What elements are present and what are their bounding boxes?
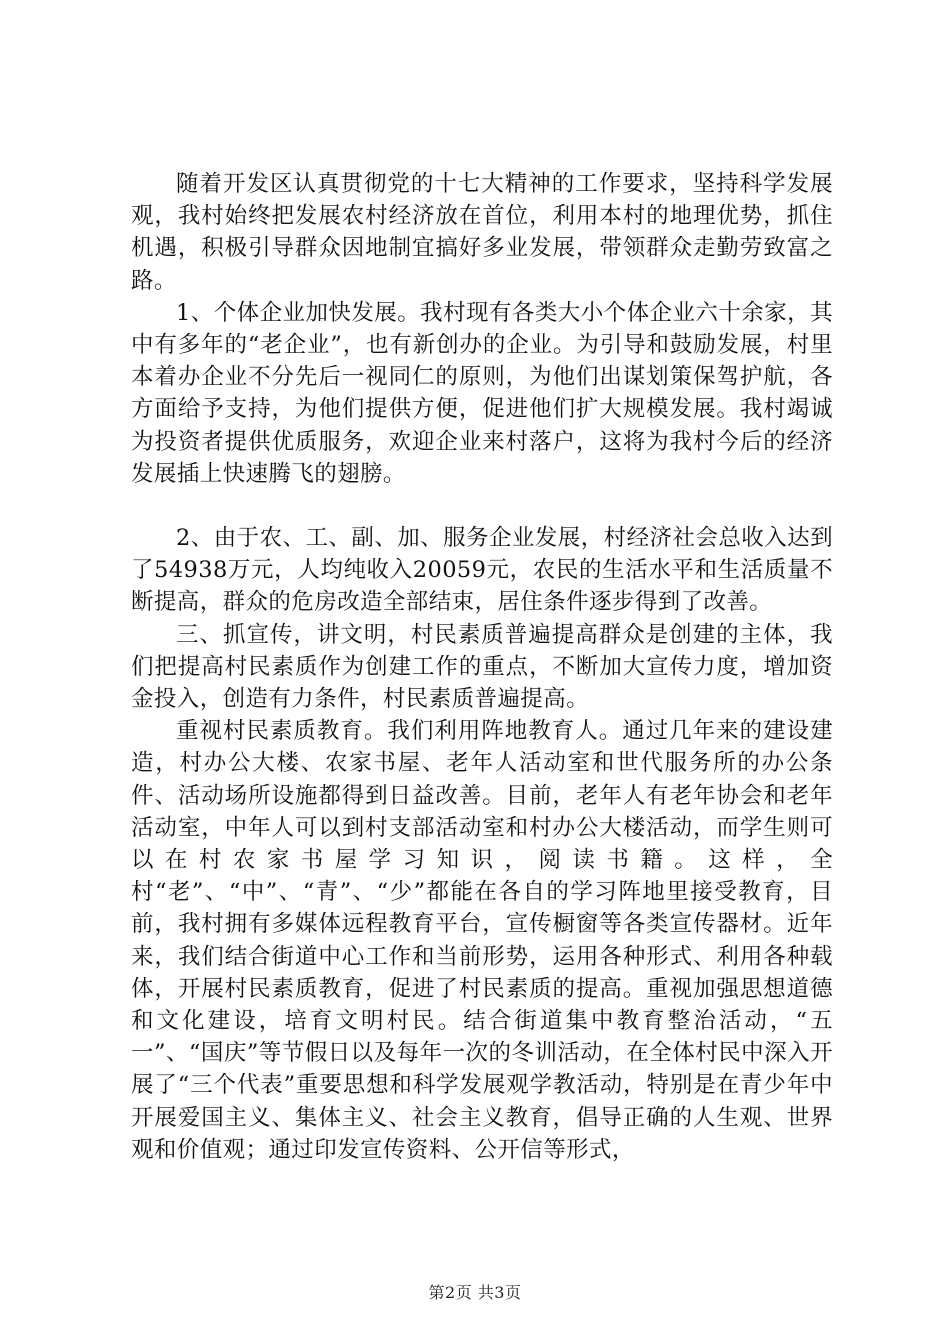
paragraph-publicity: 三、抓宣传，讲文明，村民素质普遍提高群众是创建的主体，我们把提高村民素质作为创建工作的重点，不断加大宣传力度，增加资金投入，创造有力条件，村民素质普遍提高。 (131, 621, 833, 713)
paragraph-education: 重视村民素质教育。我们利用阵地教育人。通过几年来的建设建造，村办公大楼、农家书屋、老年人活动室和世代服务所的办公条件、活动场所设施都得到日益改善。目前，老年人有老年协会和老年活动室，中年人可以到村支部活动室和村办公大楼活动，而学生则可以在村农家书屋学习知识，阅读书籍。这样，全村“老”、“中”、“青”、“少”都能在各自的学习阵地里接受教育，目前，我村拥有多媒体远程教育平台，宣传橱窗等各类宣传器材。近年来，我们结合街道中心工作和当前形势，运用各种形式、利用各种载体，开展村民素质教育，促进了村民素质的提高。重视加强思想道德和文化建设，培育文明村民。结合街道集中教育整治活动，“五一”、“国庆”等节假日以及每年一次的冬训活动，在全体村民中深入开展了“三个代表”重要思想和科学发展观学教活动，特别是在青少年中开展爱国主义、集体主义、社会主义教育，倡导正确的人生观、世界观和价值观；通过印发宣传资料、公开信等形式， (131, 718, 833, 1163)
page-number-footer: 第2页 共3页 (428, 1283, 522, 1302)
paragraph-spacer (131, 490, 833, 522)
document-body (131, 168, 833, 1166)
paragraph-income: 2、由于农、工、副、加、服务企业发展，村经济社会总收入达到了54938万元，人均纯收入20059元，农民的生活水平和生活质量不断提高，群众的危房改造全部结束，居住条件逐步得到了改善。 (131, 525, 833, 616)
paragraph-individual-enterprises: 1、个体企业加快发展。我村现有各类大小个体企业六十余家，其中有多年的“老企业”，也有新创办的企业。为引导和鼓励发展，村里本着办企业不分先后一视同仁的原则，为他们出谋划策保驾护航，各方面给予支持，为他们提供方便，促进他们扩大规模发展。我村竭诚为投资者提供优质服务，欢迎企业来村落户，这将为我村今后的经济发展插上快速腾飞的翅膀。 (131, 299, 833, 487)
paragraph-intro: 随着开发区认真贯彻党的十七大精神的工作要求，坚持科学发展观，我村始终把发展农村经济放在首位，利用本村的地理优势，抓住机遇，积极引导群众因地制宜搞好多业发展，带领群众走勤劳致富之路。 (131, 171, 833, 294)
